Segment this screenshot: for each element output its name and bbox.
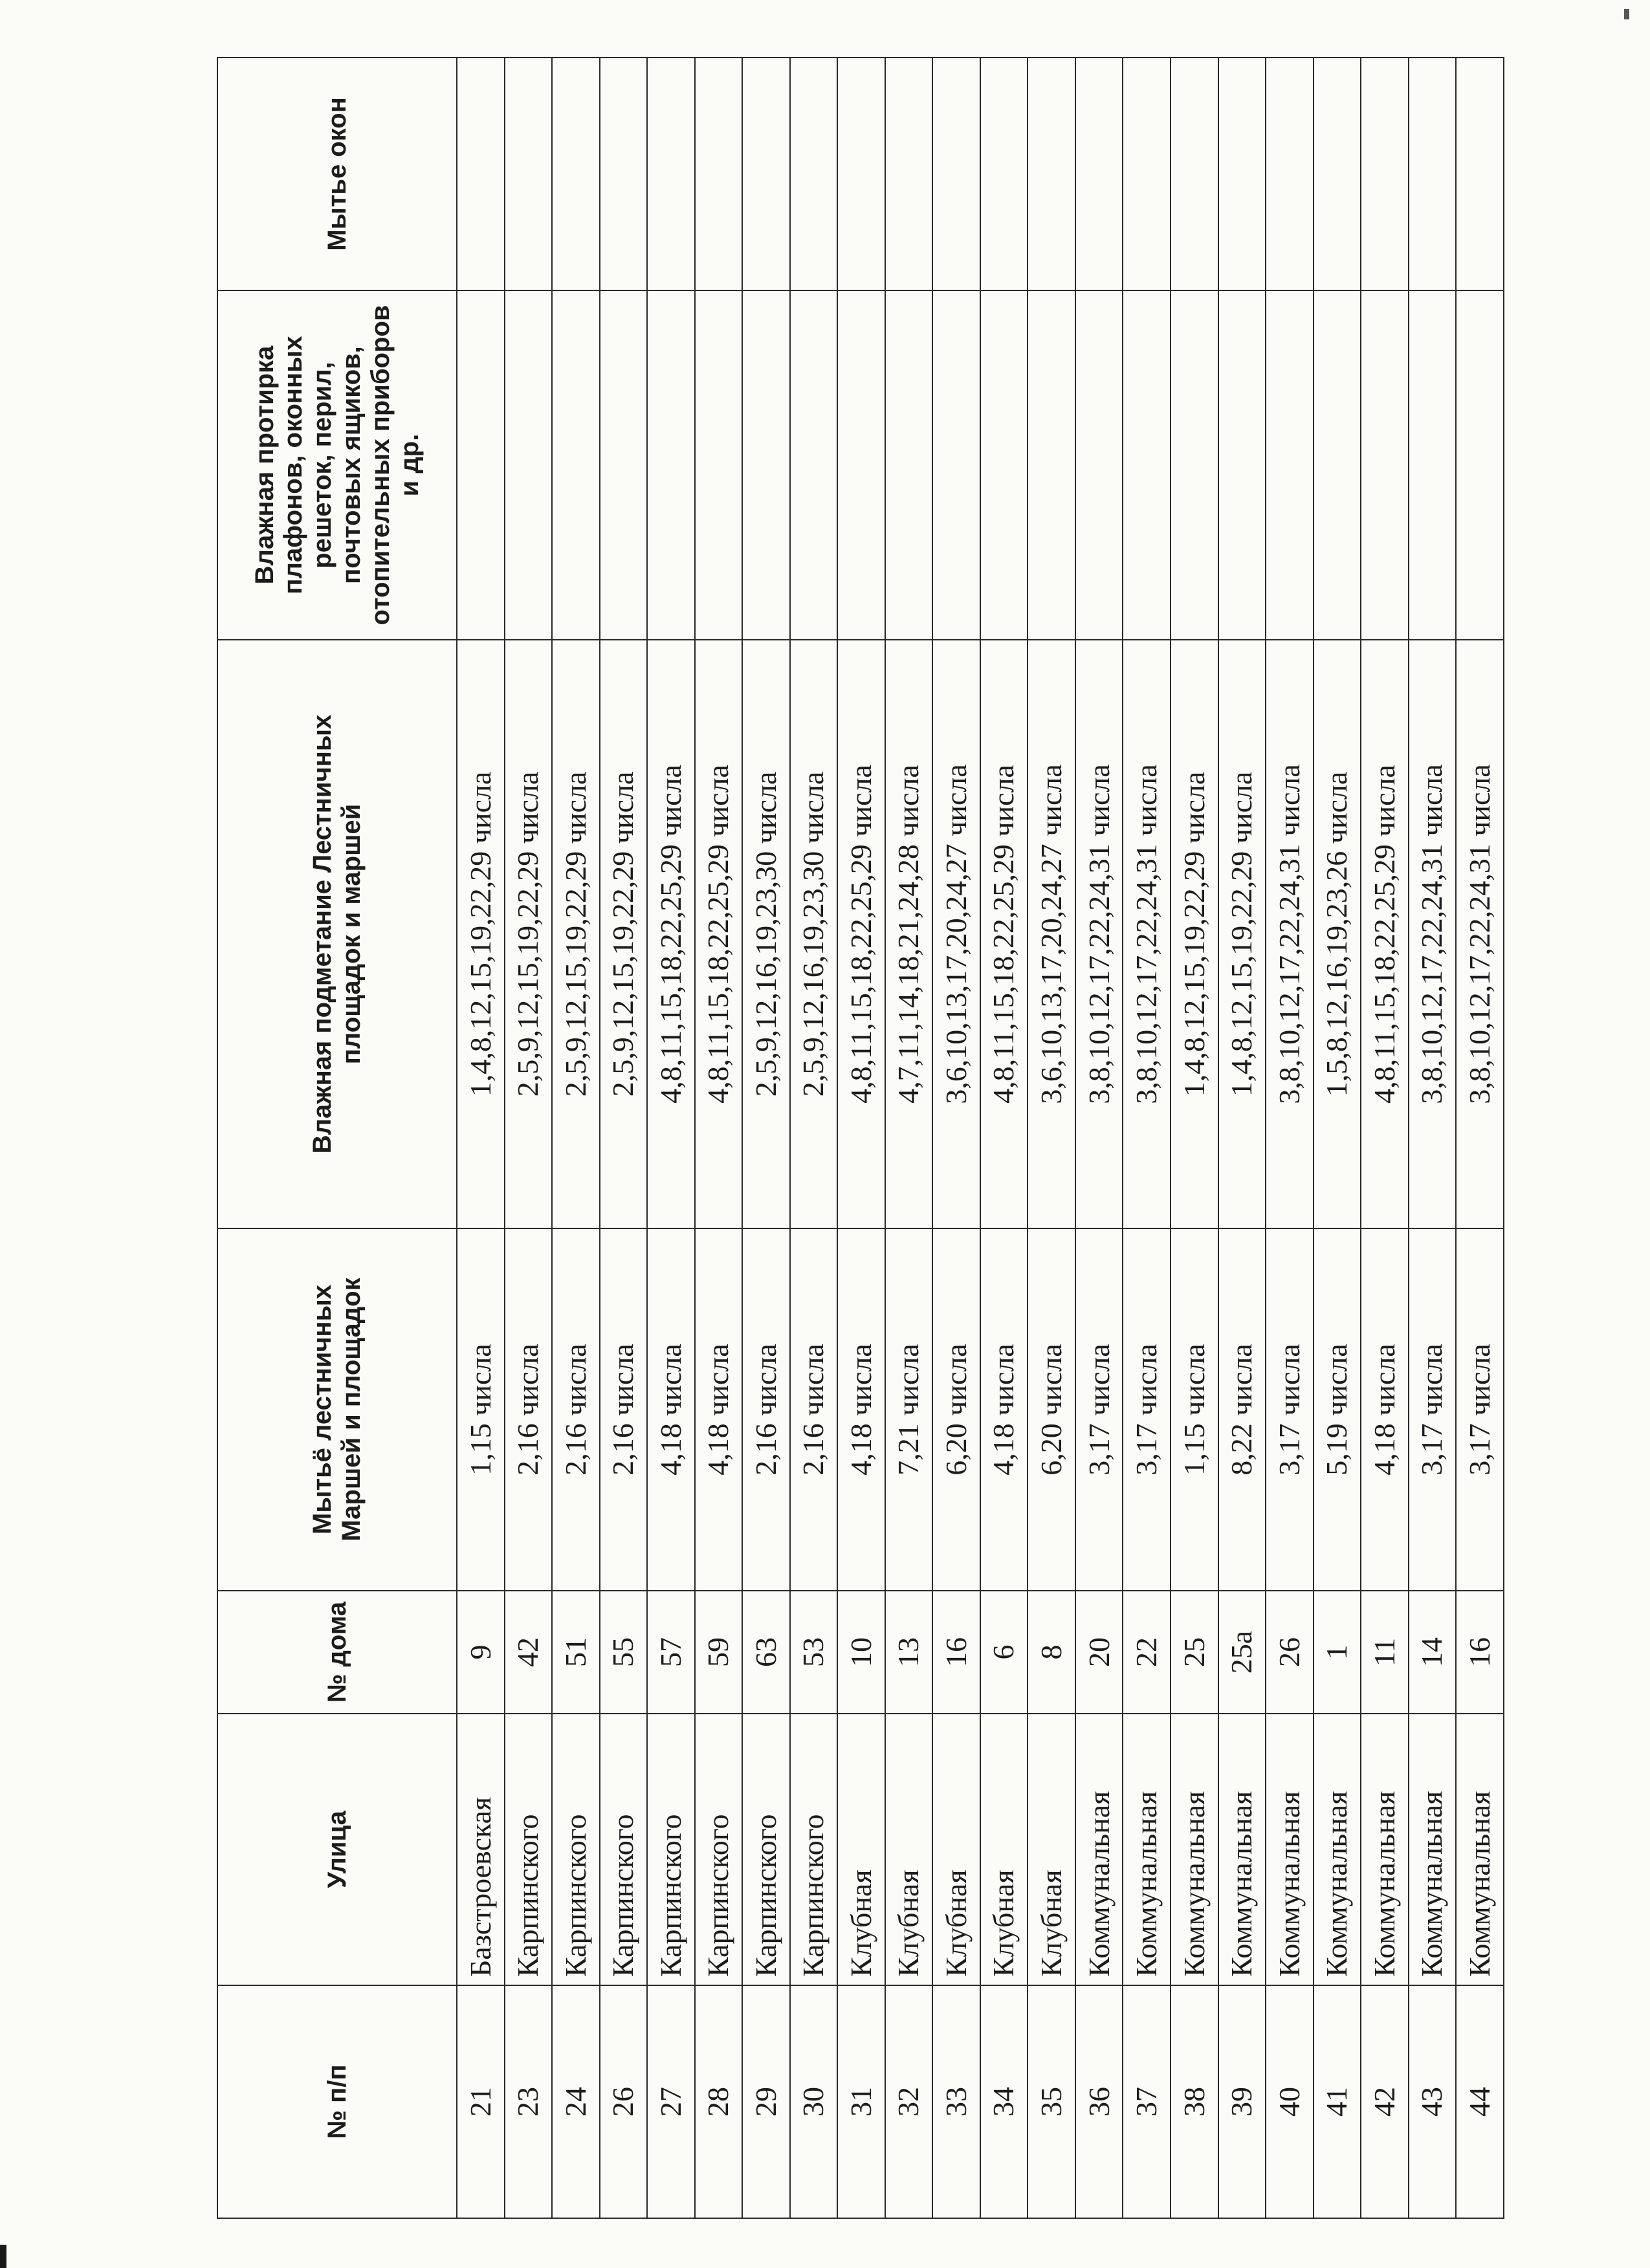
windows-cell (1409, 58, 1457, 290)
street-name: Карпинского (742, 1714, 790, 1985)
wipe-cell (885, 290, 933, 640)
wipe-cell (1314, 290, 1361, 640)
house-number: 55 (600, 1591, 648, 1714)
header-windows: Мытье окон (217, 58, 457, 290)
windows-cell (1218, 58, 1266, 290)
row-number: 35 (1028, 1985, 1075, 2218)
header-num: № п/п (217, 1985, 457, 2218)
street-name: Коммунальная (1171, 1714, 1218, 1985)
sweep-days: 3,6,10,13,17,20,24,27 числа (1028, 640, 1075, 1228)
table-row (1028, 58, 1075, 2218)
wash-days: 3,17 числа (1075, 1228, 1123, 1591)
sweep-days: 2,5,9,12,16,19,23,30 числа (742, 640, 790, 1228)
house-number: 6 (980, 1591, 1028, 1714)
street-name: Коммунальная (1409, 1714, 1457, 1985)
header-house: № дома (217, 1591, 457, 1714)
sweep-days: 1,4,8,12,15,19,22,29 числа (457, 640, 505, 1228)
header-row (217, 58, 457, 2218)
windows-cell (1456, 58, 1504, 290)
street-name: Карпинского (600, 1714, 648, 1985)
table-row (600, 58, 648, 2218)
scan-mark-bottom-left (0, 2245, 6, 2268)
sweep-days: 2,5,9,12,15,19,22,29 числа (505, 640, 553, 1228)
header-sweep: Влажная подметание Лестничных площадок и маршей (217, 640, 457, 1228)
sweep-days: 3,6,10,13,17,20,24,27 числа (932, 640, 980, 1228)
table-row (1456, 58, 1504, 2218)
sweep-days: 4,8,11,15,18,22,25,29 числа (647, 640, 695, 1228)
table-row (932, 58, 980, 2218)
scan-mark-top-right (1624, 9, 1629, 19)
row-number: 41 (1314, 1985, 1361, 2218)
house-number: 26 (1266, 1591, 1314, 1714)
table-row (980, 58, 1028, 2218)
sweep-days: 4,7,11,14,18,21,24,28 числа (885, 640, 933, 1228)
sweep-days: 4,8,11,15,18,22,25,29 числа (1361, 640, 1409, 1228)
street-name: Карпинского (552, 1714, 600, 1985)
wash-days: 6,20 числа (932, 1228, 980, 1591)
windows-cell (790, 58, 838, 290)
table-row (742, 58, 790, 2218)
wash-days: 4,18 числа (1361, 1228, 1409, 1591)
sweep-days: 3,8,10,12,17,22,24,31 числа (1266, 640, 1314, 1228)
table-row (1075, 58, 1123, 2218)
sweep-days: 2,5,9,12,16,19,23,30 числа (790, 640, 838, 1228)
table-row (1171, 58, 1218, 2218)
table-row (552, 58, 600, 2218)
house-number: 20 (1075, 1591, 1123, 1714)
wash-days: 3,17 числа (1456, 1228, 1504, 1591)
windows-cell (1123, 58, 1171, 290)
windows-cell (742, 58, 790, 290)
windows-cell (885, 58, 933, 290)
wash-days: 4,18 числа (695, 1228, 743, 1591)
wipe-cell (695, 290, 743, 640)
wash-days: 1,15 числа (1171, 1228, 1218, 1591)
wash-days: 3,17 числа (1266, 1228, 1314, 1591)
street-name: Коммунальная (1314, 1714, 1361, 1985)
sweep-days: 4,8,11,15,18,22,25,29 числа (695, 640, 743, 1228)
sweep-days: 3,8,10,12,17,22,24,31 числа (1123, 640, 1171, 1228)
wipe-cell (600, 290, 648, 640)
windows-cell (505, 58, 553, 290)
street-name: Коммунальная (1266, 1714, 1314, 1985)
windows-cell (552, 58, 600, 290)
wipe-cell (1456, 290, 1504, 640)
wipe-cell (1266, 290, 1314, 640)
wash-days: 2,16 числа (600, 1228, 648, 1591)
wipe-cell (1028, 290, 1075, 640)
street-name: Коммунальная (1218, 1714, 1266, 1985)
windows-cell (1361, 58, 1409, 290)
windows-cell (1314, 58, 1361, 290)
row-number: 31 (837, 1985, 885, 2218)
house-number: 16 (1456, 1591, 1504, 1714)
sweep-days: 1,4,8,12,15,19,22,29 числа (1218, 640, 1266, 1228)
sweep-days: 3,8,10,12,17,22,24,31 числа (1075, 640, 1123, 1228)
row-number: 21 (457, 1985, 505, 2218)
wash-days: 2,16 числа (552, 1228, 600, 1591)
row-number: 27 (647, 1985, 695, 2218)
table-row (1266, 58, 1314, 2218)
wash-days: 2,16 числа (790, 1228, 838, 1591)
wipe-cell (1218, 290, 1266, 640)
wash-days: 3,17 числа (1409, 1228, 1457, 1591)
windows-cell (932, 58, 980, 290)
table-body (457, 58, 1504, 2218)
header-wash: Мытьё лестничных Маршей и площадок (217, 1228, 457, 1591)
house-number: 16 (932, 1591, 980, 1714)
wash-days: 2,16 числа (505, 1228, 553, 1591)
windows-cell (600, 58, 648, 290)
wipe-cell (980, 290, 1028, 640)
wipe-cell (457, 290, 505, 640)
house-number: 22 (1123, 1591, 1171, 1714)
sweep-days: 3,8,10,12,17,22,24,31 числа (1456, 640, 1504, 1228)
street-name: Коммунальная (1456, 1714, 1504, 1985)
street-name: Коммунальная (1123, 1714, 1171, 1985)
street-name: Карпинского (790, 1714, 838, 1985)
windows-cell (457, 58, 505, 290)
house-number: 11 (1361, 1591, 1409, 1714)
house-number: 10 (837, 1591, 885, 1714)
wipe-cell (647, 290, 695, 640)
windows-cell (1171, 58, 1218, 290)
street-name: Карпинского (695, 1714, 743, 1985)
street-name: Клубная (932, 1714, 980, 1985)
row-number: 44 (1456, 1985, 1504, 2218)
wipe-cell (932, 290, 980, 640)
header-street: Улица (217, 1714, 457, 1985)
row-number: 24 (552, 1985, 600, 2218)
house-number: 59 (695, 1591, 743, 1714)
wipe-cell (505, 290, 553, 640)
table-row (457, 58, 505, 2218)
row-number: 32 (885, 1985, 933, 2218)
table-row (837, 58, 885, 2218)
row-number: 30 (790, 1985, 838, 2218)
sweep-days: 3,8,10,12,17,22,24,31 числа (1409, 640, 1457, 1228)
row-number: 23 (505, 1985, 553, 2218)
row-number: 29 (742, 1985, 790, 2218)
wash-days: 8,22 числа (1218, 1228, 1266, 1591)
wash-days: 2,16 числа (742, 1228, 790, 1591)
house-number: 57 (647, 1591, 695, 1714)
house-number: 13 (885, 1591, 933, 1714)
table-row (1314, 58, 1361, 2218)
row-number: 38 (1171, 1985, 1218, 2218)
windows-cell (1266, 58, 1314, 290)
windows-cell (1075, 58, 1123, 290)
windows-cell (837, 58, 885, 290)
cleaning-schedule-table (217, 57, 1504, 2219)
row-number: 37 (1123, 1985, 1171, 2218)
sweep-days: 4,8,11,15,18,22,25,29 числа (837, 640, 885, 1228)
wipe-cell (742, 290, 790, 640)
table-row (790, 58, 838, 2218)
row-number: 42 (1361, 1985, 1409, 2218)
windows-cell (695, 58, 743, 290)
table-row (1361, 58, 1409, 2218)
wash-days: 6,20 числа (1028, 1228, 1075, 1591)
house-number: 53 (790, 1591, 838, 1714)
wash-days: 4,18 числа (837, 1228, 885, 1591)
wipe-cell (1123, 290, 1171, 640)
windows-cell (980, 58, 1028, 290)
wipe-cell (790, 290, 838, 640)
wash-days: 1,15 числа (457, 1228, 505, 1591)
wipe-cell (552, 290, 600, 640)
windows-cell (647, 58, 695, 290)
table-row (505, 58, 553, 2218)
street-name: Карпинского (647, 1714, 695, 1985)
table-row (1409, 58, 1457, 2218)
table-row (1218, 58, 1266, 2218)
house-number: 14 (1409, 1591, 1457, 1714)
house-number: 8 (1028, 1591, 1075, 1714)
house-number: 25а (1218, 1591, 1266, 1714)
house-number: 9 (457, 1591, 505, 1714)
sweep-days: 2,5,9,12,15,19,22,29 числа (600, 640, 648, 1228)
street-name: Карпинского (505, 1714, 553, 1985)
street-name: Клубная (980, 1714, 1028, 1985)
wipe-cell (1075, 290, 1123, 640)
row-number: 39 (1218, 1985, 1266, 2218)
street-name: Клубная (885, 1714, 933, 1985)
wash-days: 7,21 числа (885, 1228, 933, 1591)
wipe-cell (1361, 290, 1409, 640)
house-number: 63 (742, 1591, 790, 1714)
sweep-days: 4,8,11,15,18,22,25,29 числа (980, 640, 1028, 1228)
street-name: Клубная (1028, 1714, 1075, 1985)
wipe-cell (1171, 290, 1218, 640)
table-row (885, 58, 933, 2218)
table-row (695, 58, 743, 2218)
header-wipe: Влажная протирка плафонов, оконных решеток, перил, почтовых ящиков, отопительных приборов и др. (217, 290, 457, 640)
wash-days: 4,18 числа (647, 1228, 695, 1591)
street-name: Коммунальная (1075, 1714, 1123, 1985)
row-number: 36 (1075, 1985, 1123, 2218)
house-number: 1 (1314, 1591, 1361, 1714)
wipe-cell (837, 290, 885, 640)
rotated-page (217, 58, 1504, 2219)
sweep-days: 1,4,8,12,15,19,22,29 числа (1171, 640, 1218, 1228)
wash-days: 4,18 числа (980, 1228, 1028, 1591)
row-number: 33 (932, 1985, 980, 2218)
row-number: 34 (980, 1985, 1028, 2218)
house-number: 51 (552, 1591, 600, 1714)
row-number: 26 (600, 1985, 648, 2218)
table-row (1123, 58, 1171, 2218)
row-number: 43 (1409, 1985, 1457, 2218)
street-name: Базстроевская (457, 1714, 505, 1985)
sweep-days: 2,5,9,12,15,19,22,29 числа (552, 640, 600, 1228)
windows-cell (1028, 58, 1075, 290)
wipe-cell (1409, 290, 1457, 640)
row-number: 28 (695, 1985, 743, 2218)
table-row (647, 58, 695, 2218)
wash-days: 5,19 числа (1314, 1228, 1361, 1591)
wash-days: 3,17 числа (1123, 1228, 1171, 1591)
row-number: 40 (1266, 1985, 1314, 2218)
sweep-days: 1,5,8,12,16,19,23,26 числа (1314, 640, 1361, 1228)
street-name: Коммунальная (1361, 1714, 1409, 1985)
street-name: Клубная (837, 1714, 885, 1985)
house-number: 42 (505, 1591, 553, 1714)
house-number: 25 (1171, 1591, 1218, 1714)
